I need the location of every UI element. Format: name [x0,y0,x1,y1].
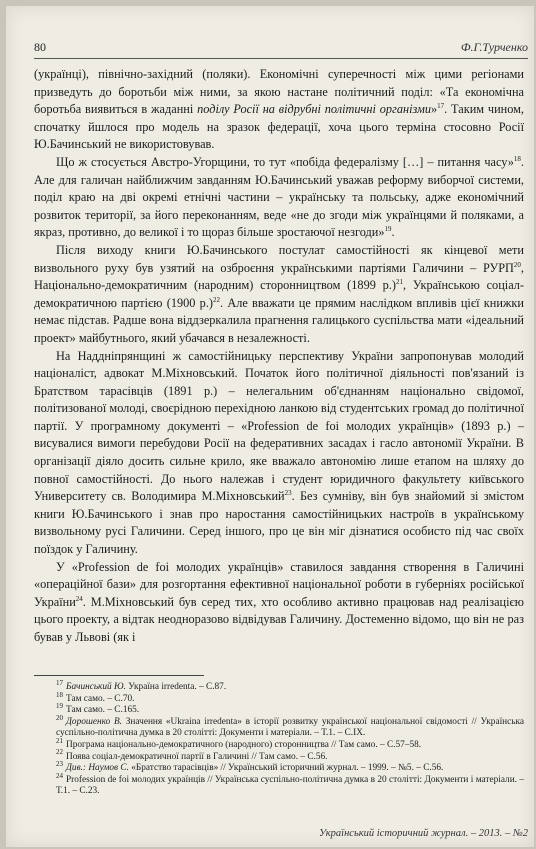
footnote-text: Україна irredenta. – С.87. [125,682,227,692]
footnote-item: 22 Поява соціал-демократичної партії в Галичині // Там само. – С.56. [56,748,328,762]
paragraph-4: На Наддніпрянщині ж самостійницьку перспективу України запропонував молодий націоналіст, адвокат М.Міхновський. Початок його політичної діяльності пов'язаний із Братством тарасівців (1891 р.) – нелегальним об'єднанням національно свідомої, політизованої молоді, своєрідною перехідною ланкою від студентських громад до політичної партії. У програмному документі – «Profession de foi молодих українців» (1893 р.) – висувалися вимоги перебудови Росії на федеративних засадах і гасло автономії України. В організації діяло досить сильне крило, яке вважало автономію лише етапом на шляху до повної самостійності. До нього належав і студент юридичного факультету київського Университету св. Володимира М.Міхновський$^{23}$. Без сумніву, він був знайомий зі змістом книги Ю.Бачинського і знав про наростання самостійницьких настроїв в українському визвольному русі Галичини. Серед іншого, про це він міг дізнатися особисто під час своїх поїздок у Галичину. [34,348,524,557]
footnote-ref[interactable]: 20 [513,260,521,269]
footnote-author: Бачинський Ю. [66,682,126,692]
journal-footer: Український історичний журнал. – 2013. – №2 [318,828,528,839]
footnote-text: Там само. – С.70. [66,693,135,704]
footnote-item: 24 Profession de foi молодих українців // Українська суспільно-політична думка в 20 столітті: Документи і матеріали. – Т.1. – С.23. [56,771,524,797]
footnote-text: Profession de foi молодих українців // Українська суспільно-політична думка в 20 столітті: Документи і матеріали. – Т.1. – С.23. [56,774,524,797]
paragraph-2: Що ж стосується Австро-Угорщини, то тут «побіда федералізму […] – питання часу»$^{18}$. Але для галичан найближчим завданням Ю.Бачинський уважав реформу виборчої системи, поділ краю на дві окремі етнічні частини – українську та польську, адже економічний розвиток території, за його переконанням, веде «не до згоди між українцями й поляками, а якраз, противно, до великої і то щораз більше зростаючої незгоди»$^{19}$. [34,154,524,240]
page-number: 80 [34,40,46,54]
footnote-item: 20 Дорошенко В. Значення «Ukraina irredenta» в історії розвитку української національної свідомості // Українська суспільно-політична думка в 20 столітті: Документи і матеріали. – Т.1. – С.IX. [56,713,524,739]
page-header [34,40,528,59]
footnote-ref[interactable]: 23 [284,489,292,498]
article-body [34,66,524,647]
paragraph-3: Після виходу книги Ю.Бачинського постулат самостійності як кінцевої мети визвольного руху був узятий на озброєння українськими партіями Галичини – РУРП$^{20}$, Національно-демократичним (народним) сторонництвом (1899 р.)$^{21}$, Українською соціал-демократичною партією (1900 р.)$^{22}$. Але вважати це прямим наслідком впливів цієї книжки немає підстав. Радше вона віддзеркалила прагнення галицького суспільства мати «ідеальний проект» майбутнього, який убачався в незалежності. [34,242,525,345]
paragraph-5: У «Profession de foi молодих українців» ставилося завдання створення в Галичині «операційної бази» для розгортання ефективної національної роботи в губерніях російської України$^{24}$. М.Міхновський був серед тих, хто особливо активно працював над реалізацією цього проекту, а відтак неодноразово відвідував Галичину. Достеменно відомо, що він не раз бував у Львові (як і [34,559,524,644]
footnote-text: Там само. – С.165. [66,705,140,716]
paragraph-1: (українці), північно-західний (поляки). Економічні суперечності між цими регіонами призведуть до боротьби між ними, за якою настане політичний поділ: «Та економічна боротьба виявиться в жаданні поділу Росії на відрубні політичні організми»$^{17}$. Таким чином, спочатку йшлося про модель на зразок федерації, хоча цього терміна стосовно Росії Ю.Бачинський не використовував. [34,67,524,152]
footnote-item: 19 Там само. – С.165. [56,702,140,716]
footnote-text: Програма національно-демократичного (народного) сторонництва // Там само. – С.57–58. [66,739,422,750]
footnote-item: 21 Програма національно-демократичного (народного) сторонництва // Там само. – С.57–58. [56,736,422,750]
footnote-item: 17 Бачинський Ю. Україна irredenta. – С.87. [56,678,227,692]
running-head-author: Ф.Г.Турченко [460,40,528,54]
footnote-text: Значення «Ukraina irredenta» в історії розвитку української національної свідомості // Українська суспільно-політична думка в 20 столітті: Документи і матеріали. – Т.1. – С.IX. [56,716,524,739]
footnote-ref[interactable]: 18 [513,154,521,163]
footnote-ref[interactable]: 24 [75,594,83,603]
footnote-ref[interactable]: 21 [395,278,403,287]
footnotes-list [34,678,524,798]
footnote-divider [34,675,204,676]
footnote-author: Див.: Наумов С. [66,763,129,774]
footnote-item: 18 Там само. – С.70. [56,690,135,704]
journal-page [6,6,534,847]
footnote-ref[interactable]: 22 [213,295,220,304]
footnote-ref[interactable]: 19 [384,225,392,234]
footnote-text: Поява соціал-демократичної партії в Галичині // Там само. – С.56. [66,751,328,762]
footnote-text: «Братство тарасівців» // Український історичний журнал. – 1999. – №5. – С.56. [128,763,444,774]
footnote-ref[interactable]: 17 [437,102,445,111]
footnote-author: Дорошенко В. [66,716,123,727]
footnote-item: 23 Див.: Наумов С. «Братство тарасівців» // Український історичний журнал. – 1999. – №5. – С.56. [56,760,444,774]
